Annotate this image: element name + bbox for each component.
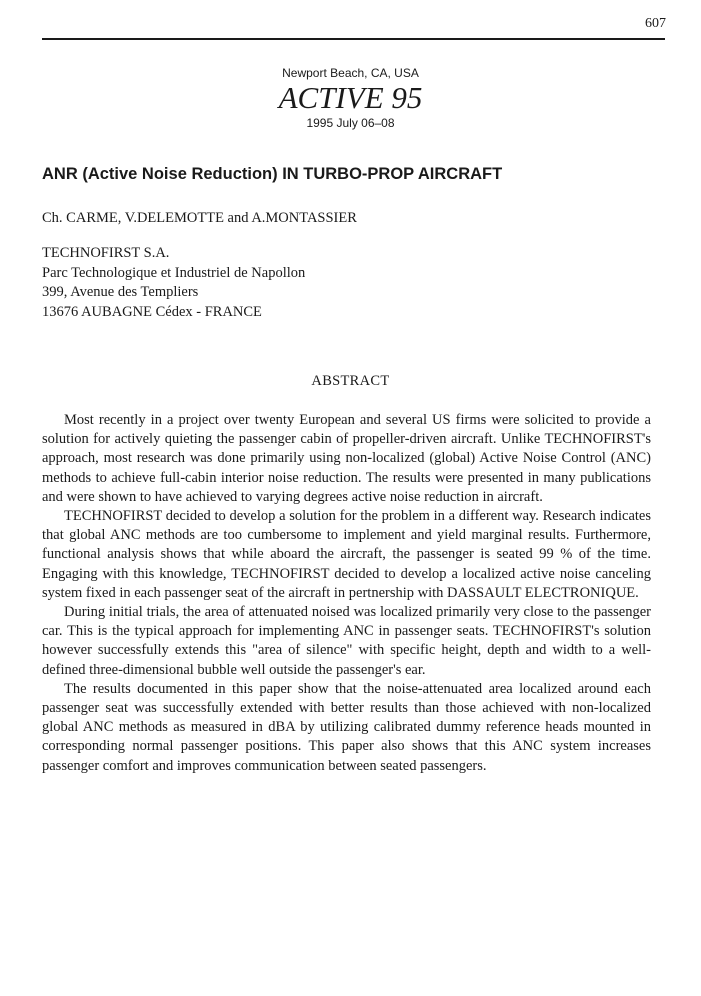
page-number: 607 — [645, 16, 666, 31]
header-rule — [42, 38, 665, 40]
affiliation-line: 399, Avenue des Templiers — [42, 284, 199, 300]
abstract-paragraph: TECHNOFIRST decided to develop a solution for the problem in a different way. Research indicates that global ANC methods are too cumbersome to implement and yield marginal results. Furthermore, functional analysis shows that while aboard the aircraft, the passenger is seated 99 % of the time. Engaging with this knowledge, TECHNOFIRST decided to develop a localized active noise canceling system fixed in each passenger seat of the aircraft in pertnership with DASSAULT ELECTRONIQUE. — [42, 508, 651, 601]
abstract-body — [42, 411, 651, 776]
conference-name: ACTIVE 95 — [278, 80, 423, 115]
conference-dates: 1995 July 06–08 — [306, 116, 395, 130]
paper-title: ANR (Active Noise Reduction) IN TURBO-PROP AIRCRAFT — [42, 165, 503, 183]
affiliation-line: 13676 AUBAGNE Cédex - FRANCE — [42, 303, 262, 320]
abstract-paragraph: The results documented in this paper show that the noise-attenuated area localized around each passenger seat was successfully extended with better results than those achieved with non-localized global ANC methods as measured in dBA by utilizing calibrated dummy reference heads mounted in corresponding normal passenger positions. This paper also shows that this ANC system increases passenger comfort and improves communication between seated passengers. — [42, 680, 651, 774]
conference-location: Newport Beach, CA, USA — [282, 66, 419, 80]
abstract-heading: ABSTRACT — [311, 373, 390, 389]
abstract-paragraph: Most recently in a project over twenty European and several US firms were solicited to provide a solution for actively quieting the passenger cabin of propeller-driven aircraft. Unlike TECHNOFIRST's approach, most research was done primarily using non-localized (global) Active Noise Control (ANC) methods to achieve full-cabin interior noise reduction. The results were presented in many publications and were shown to have achieved to varying degrees active noise reduction in aircraft. — [42, 412, 651, 505]
authors: Ch. CARME, V.DELEMOTTE and A.MONTASSIER — [42, 210, 357, 226]
affiliation — [42, 244, 305, 322]
affiliation-line: Parc Technologique et Industriel de Napollon — [42, 264, 306, 281]
abstract-paragraph: During initial trials, the area of attenuated noised was localized primarily very close to the passenger car. This is the typical approach for implementing ANC in passenger seats. TECHNOFIRST's solution however successfully extends this "area of silence" with specific height, depth and width to a well-defined three-dimensional bubble well outside the passenger's ear. — [42, 604, 651, 678]
affiliation-line: TECHNOFIRST S.A. — [42, 245, 170, 261]
